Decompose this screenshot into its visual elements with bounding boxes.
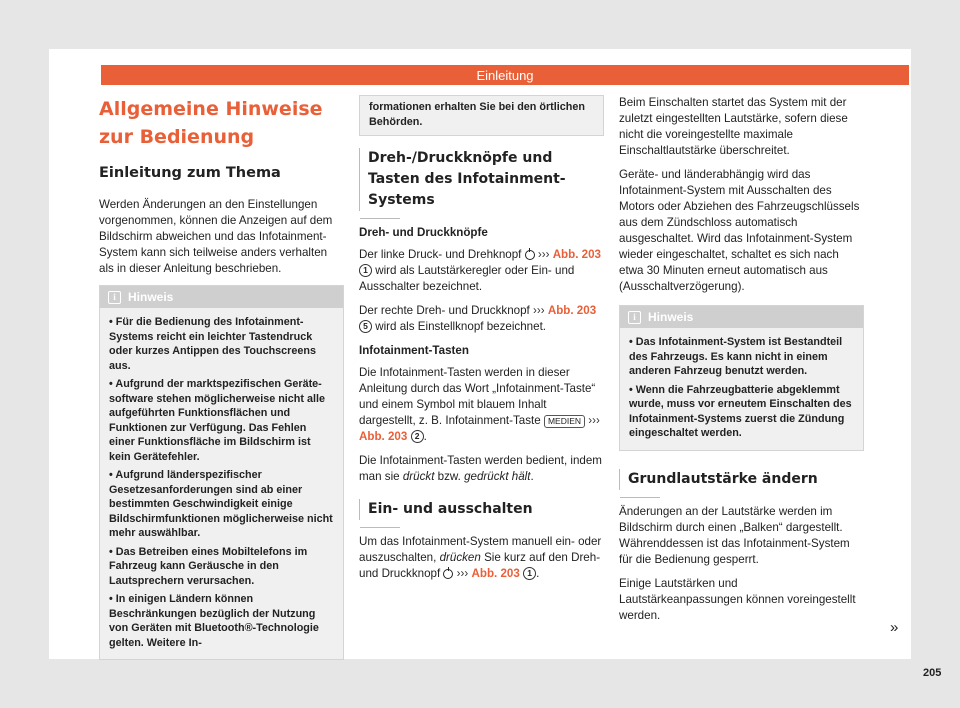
knob-icon (525, 250, 535, 260)
page-number: 205 (923, 667, 942, 679)
auto-off-paragraph: Geräte- und länderabhängig wird das Infotainment-System mit Ausschalten des Motors oder Abziehen des Fahrzeugschlüssels aus dem Zündschloss automatisch ausgeschaltet. Wird das Infotainment-System wieder eingeschaltet, schaltet es sich nach etwa 30 Minuten erneut automatisch aus (Ausschaltverzögerung). (619, 168, 860, 293)
operate-emphasis: drückt (402, 470, 435, 483)
page-title: Allgemeine Hinweise zur Bedienung (99, 98, 323, 148)
on-off-paragraph: Um das Infotainment-System manuell ein- oder auszuschalten, drücken Sie kurz auf den Dreh- und Druckknopf ››› Abb. 203 1 . (359, 535, 602, 580)
operate-text: Die Infotainment-Tasten werden bedient, indem man sie (359, 454, 602, 483)
note-item: • Aufgrund der marktspezifischen Geräte-software stehen möglicherweise nicht alle aufgeführten Funktionsflächen und Funktionen zur Verfügung. Das Fehlen einer Funktionsfläche im Bildschirm ist kein Gerätefehler. (109, 377, 334, 464)
startup-paragraph: Beim Einschalten startet das System mit der zuletzt eingestellten Lautstärke, sofern diese nicht die voreingestellte maximale Einschaltlautstärke überschreitet. (619, 96, 848, 157)
note-header (100, 286, 343, 308)
on-off-text-end: Sie kurz auf den Dreh- und Druckknopf (359, 551, 601, 580)
note-continuation: formationen erhalten Sie bei den örtlichen Behörden. (359, 95, 604, 136)
note-header (620, 306, 863, 328)
section-title-knobs: Dreh-/Druckknöpfe und Tasten des Infotainment-Systems (359, 148, 604, 211)
note-box (619, 305, 864, 451)
intro-paragraph: Werden Änderungen an den Einstellungen vorgenommen, können die Anzeigen auf dem Bildschirm abweichen und das Infotainment-System kann sich teilweise anders verhalten als in dieser Anleitung beschrieben. (99, 198, 333, 275)
left-knob-paragraph (359, 247, 604, 295)
figure-ref-link[interactable]: Abb. 203 (552, 248, 602, 261)
buttons-label: Infotainment-Tasten (359, 344, 469, 357)
ref-arrow: ››› (537, 248, 550, 261)
info-icon: i (628, 311, 641, 324)
volume-paragraph: Änderungen an der Lautstärke werden im Bildschirm durch einen „Balken“ dargestellt. Währenddessen ist das Infotainment-System für die Bedienung gesperrt. (619, 504, 850, 566)
figure-ref-link[interactable]: Abb. 203 (359, 430, 408, 443)
operate-emphasis: gedrückt hält (464, 470, 531, 483)
right-knob-text: Der rechte Dreh- und Druckknopf (359, 304, 530, 317)
note-body (100, 308, 343, 659)
ref-arrow: ››› (588, 414, 600, 427)
buttons-text: Die Infotainment-Tasten werden in dieser Anleitung durch das Wort „Infotainment-Taste“ und einem Symbol mit blauem Inhalt dargestellt, z. B. Infotainment-Taste (359, 366, 596, 427)
subsection-title: Einleitung zum Thema (99, 165, 281, 181)
note-box (99, 285, 344, 660)
operate-mid: bzw. (437, 470, 461, 483)
figure-ref-link[interactable]: Abb. 203 (547, 304, 597, 317)
note-item: • Das Betreiben eines Mobiltelefons im Fahrzeug kann Geräusche in den Lautsprechern verursachen. (109, 545, 334, 589)
column-1 (99, 95, 344, 668)
ref-arrow: ››› (456, 567, 469, 580)
figure-ref-link[interactable]: Abb. 203 (471, 567, 520, 580)
column-3 (619, 95, 864, 632)
section-title-volume: Grundlautstärke ändern (619, 469, 864, 490)
on-off-text: Um das Infotainment-System manuell ein- oder auszuschalten, (359, 535, 602, 564)
right-knob-paragraph (359, 303, 604, 335)
section-header (101, 65, 909, 85)
note-item: • Wenn die Fahrzeugbatterie abgeklemmt wurde, muss vor erneutem Einschalten des Infotainment-Systems zuerst die Zündung eingeschaltet werden. (629, 383, 854, 441)
operate-paragraph: Die Infotainment-Tasten werden bedient, indem man sie drückt bzw. gedrückt hält. (359, 454, 602, 483)
continue-marker: » (890, 619, 899, 636)
info-icon: i (108, 291, 121, 304)
section-header-label: Einleitung (476, 67, 534, 83)
callout-number: 1 (523, 567, 536, 580)
note-item: • Für die Bedienung des Infotainment-Systems reicht ein leichter Tastendruck oder kurzes Antippen des Touchscreens aus. (109, 315, 334, 373)
knob-icon (443, 569, 453, 579)
knobs-label: Dreh- und Druckknöpfe (359, 226, 488, 239)
note-heading: Hinweis (648, 310, 694, 324)
volume-preset-paragraph: Einige Lautstärken und Lautstärkeanpassungen können voreingestellt werden. (619, 576, 856, 622)
note-item: • In einigen Ländern können Beschränkungen bezüglich der Nutzung von Geräten mit Bluetooth®-Technologie gelten. Weitere In- (109, 592, 334, 650)
column-2 (359, 95, 604, 590)
ref-arrow: ››› (533, 304, 545, 317)
media-key-icon: MEDIEN (544, 415, 585, 428)
right-knob-text-end: wird als Einstellknopf bezeichnet. (375, 320, 547, 333)
callout-number: 2 (411, 430, 424, 443)
manual-page (49, 49, 942, 679)
left-knob-text: Der linke Druck- und Drehknopf (359, 248, 522, 261)
section-title-on-off: Ein- und ausschalten (359, 499, 604, 520)
on-off-emphasis: drücken (439, 551, 481, 564)
buttons-paragraph: Die Infotainment-Tasten werden in dieser Anleitung durch das Wort „Infotainment-Taste“ und einem Symbol mit blauem Inhalt dargestellt, z. B. Infotainment-Taste MEDIEN ››› Abb. 203 2 . (359, 366, 600, 443)
callout-number: 5 (359, 320, 372, 333)
note-heading: Hinweis (128, 290, 174, 304)
note-item: • Das Infotainment-System ist Bestandteil des Fahrzeugs. Es kann nicht in einem anderen Fahrzeug benutzt werden. (629, 335, 854, 379)
callout-number: 1 (359, 264, 372, 277)
note-item: • Aufgrund länderspezifischer Gesetzesanforderungen sind ab einer bestimmten Geschwindigkeit einige Bildschirmfunktionen möglicherweise nicht mehr auswählbar. (109, 468, 334, 541)
left-knob-text-end: wird als Lautstärkeregler oder Ein- und Ausschalter bezeichnet. (359, 264, 575, 293)
note-body (620, 328, 863, 450)
